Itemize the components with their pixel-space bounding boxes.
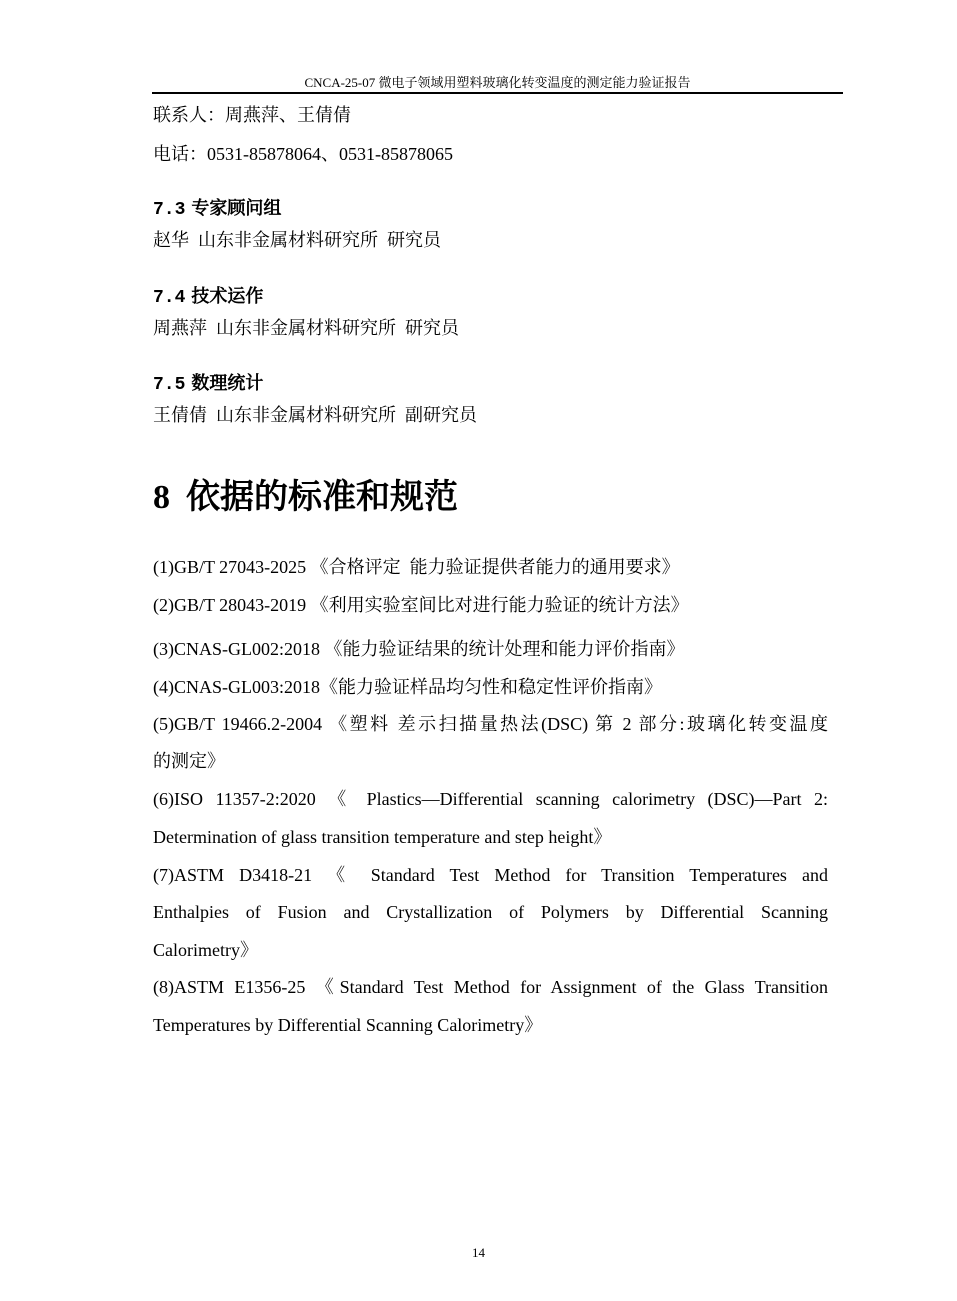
reference-1: (1)GB/T 27043-2025 《合格评定 能力验证提供者能力的通用要求》 (153, 557, 680, 577)
section-line-7-4: 周燕萍 山东非金属材料研究所 研究员 (153, 318, 459, 338)
reference-8-line-1: (8)ASTM E1356-25 《Standard Test Method for Assignment of the Glass Transition (153, 977, 828, 997)
reference-5-line-1: (5)GB/T 19466.2-2004 《塑料 差示扫描量热法(DSC) 第 2 部分:玻璃化转变温度 (153, 714, 828, 734)
contact-persons: 联系人：周燕萍、王倩倩 (153, 105, 351, 125)
reference-7-line-3: Calorimetry》 (153, 940, 258, 960)
section-title: 技术运作 (191, 286, 264, 307)
section-heading-7-4 (153, 286, 263, 309)
header-rule (152, 92, 843, 94)
contact-phone: 电话：0531-85878064、0531-85878065 (153, 144, 453, 164)
reference-7-line-2: Enthalpies of Fusion and Crystallization of Polymers by Differential Scanning (153, 902, 828, 922)
section-title: 专家顾问组 (191, 198, 282, 219)
section-number: 7.5 (153, 375, 186, 395)
reference-6-line-1: (6)ISO 11357-2:2020 《 Plastics—Differential scanning calorimetry (DSC)—Part 2: (153, 789, 828, 809)
reference-4: (4)CNAS-GL003:2018《能力验证样品均匀性和稳定性评价指南》 (153, 677, 662, 697)
chapter-number: 8 (153, 479, 170, 516)
reference-8-line-2: Temperatures by Differential Scanning Calorimetry》 (153, 1015, 543, 1035)
section-heading-7-3 (153, 198, 281, 221)
section-line-7-5: 王倩倩 山东非金属材料研究所 副研究员 (153, 405, 477, 425)
section-number: 7.4 (153, 288, 186, 308)
reference-5-line-2: 的测定》 (153, 751, 225, 771)
chapter-heading (153, 477, 458, 519)
section-title: 数理统计 (191, 373, 264, 394)
section-number: 7.3 (153, 200, 186, 220)
reference-6-line-2: Determination of glass transition temperature and step height》 (153, 827, 612, 847)
reference-2: (2)GB/T 28043-2019 《利用实验室间比对进行能力验证的统计方法》 (153, 595, 689, 615)
chapter-title: 依据的标准和规范 (186, 479, 458, 516)
reference-3: (3)CNAS-GL002:2018 《能力验证结果的统计处理和能力评价指南》 (153, 639, 685, 659)
reference-7-line-1: (7)ASTM D3418-21 《 Standard Test Method for Transition Temperatures and (153, 865, 828, 885)
section-line-7-3: 赵华 山东非金属材料研究所 研究员 (153, 230, 441, 250)
running-header: CNCA-25-07 微电子领域用塑料玻璃化转变温度的测定能力验证报告 (304, 75, 691, 90)
section-heading-7-5 (153, 373, 263, 396)
page-number: 14 (472, 1245, 485, 1260)
